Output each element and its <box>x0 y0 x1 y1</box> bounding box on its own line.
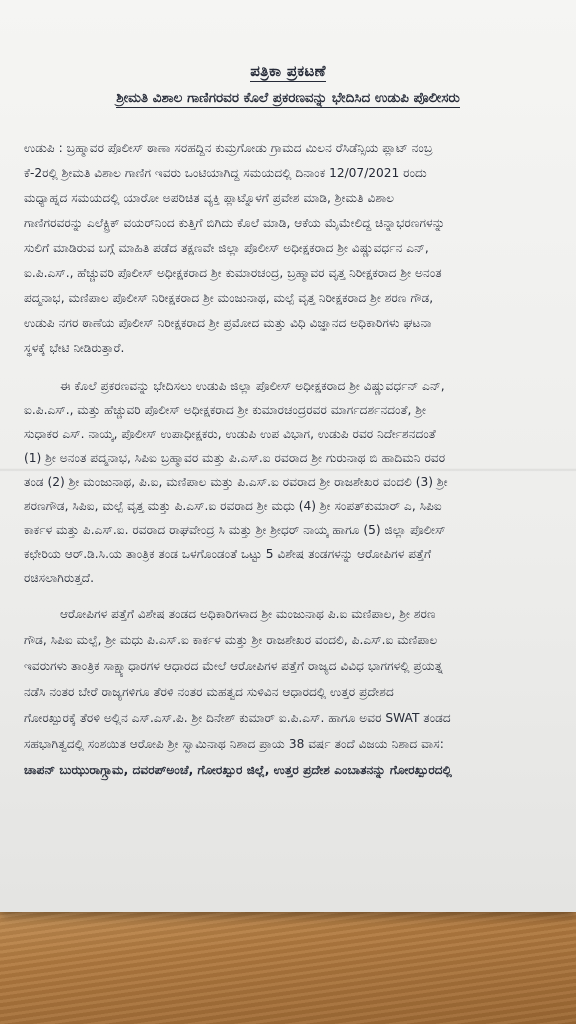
paragraph-3-line-1: ಆರೋಪಿಗಳ ಪತ್ತೆಗೆ ವಿಶೇಷ ತಂಡದ ಅಧಿಕಾರಿಗಳಾದ ಶ್ರೀ ಮಂಜುನಾಥ ಪಿ.ಐ ಮಣಿಪಾಲ, ಶ್ರೀ ಶರಣ <box>60 607 436 621</box>
paragraph-3-line-7: ಚಾಪನ್ ಬುಝುರಾಗ್ಗ್ರಾಮ, ದವರಪ್‌ಅಂಚೆ, ಗೋರಖ್ಪುರ ಜಿಲ್ಲೆ, ಉತ್ತರ ಪ್ರದೇಶ ಎಂಬಾತನನ್ನು ಗೋರಖ್ಪುರದಲ್ಲಿ <box>24 763 452 777</box>
paragraph-3-line-6: ಸಹಭಾಗಿತ್ವದಲ್ಲಿ ಸಂಶಯಿತ ಆರೋಪಿ ಶ್ರೀ ಸ್ವಾಮಿನಾಥ ನಿಶಾದ ಪ್ರಾಯ 38 ವರ್ಷ ತಂದೆ ವಿಜಯ ನಿಶಾದ ವಾಸ: <box>24 737 444 751</box>
paragraph-1-line-9: ಸ್ಥಳಕ್ಕೆ ಭೇಟಿ ನೀಡಿರುತ್ತಾರೆ. <box>24 341 125 355</box>
document-subtitle <box>0 90 576 106</box>
paragraph-1-line-7: ಪದ್ಮನಾಭ, ಮಣಿಪಾಲ ಪೊಲೀಸ್ ನಿರೀಕ್ಷಕರಾದ ಶ್ರೀ ಮಂಜುನಾಥ, ಮಲ್ಪೆ ವೃತ್ತ ನಿರೀಕ್ಷಕರಾದ ಶ್ರೀ ಶರಣ ಗೌಡ, <box>24 291 434 305</box>
paper-fold-crease <box>0 468 576 472</box>
paragraph-2-line-5: ತಂಡ (2) ಶ್ರೀ ಮಂಜುನಾಥ, ಪಿ.ಐ, ಮಣಿಪಾಲ ಮತ್ತು ಪಿ.ಎಸ್.ಐ ರವರಾದ ಶ್ರೀ ರಾಜಶೇಖರ ವಂದಲಿ (3) ಶ್ರೀ <box>24 475 448 489</box>
paragraph-2-line-7: ಕಾರ್ಕಳ ಮತ್ತು ಪಿ.ಎಸ್.ಐ. ರವರಾದ ರಾಘವೇಂದ್ರ ಸಿ ಮತ್ತು ಶ್ರೀ ಶ್ರೀಧರ್ ನಾಯ್ಕ ಹಾಗೂ (5) ಜಿಲ್ಲಾ ಪೊಲೀಸ್ <box>24 523 446 537</box>
paragraph-2-line-6: ಶರಣಗೌಡ, ಸಿಪಿಐ, ಮಲ್ಪೆ ವೃತ್ತ ಮತ್ತು ಪಿ.ಎಸ್.ಐ ರವರಾದ ಶ್ರೀ ಮಧು (4) ಶ್ರೀ ಸಂಪತ್‌ಕುಮಾರ್ ಎ, ಸಿಪಿಐ <box>24 499 442 513</box>
paragraph-1-line-1: ಉಡುಪಿ : ಬ್ರಹ್ಮಾವರ ಪೊಲೀಸ್ ಠಾಣಾ ಸರಹದ್ದಿನ ಕುಮ್ರಗೋಡು ಗ್ರಾಮದ ಮಿಲನ ರೆಸಿಡೆನ್ಸಿಯ ಪ್ಲಾಟ್ ನಂಬ್ರ <box>24 141 433 155</box>
paragraph-1-line-8: ಉಡುಪಿ ನಗರ ಠಾಣೆಯ ಪೊಲೀಸ್ ನಿರೀಕ್ಷಕರಾದ ಶ್ರೀ ಪ್ರಮೋದ ಮತ್ತು ವಿಧಿ ವಿಜ್ಞಾನದ ಅಧಿಕಾರಿಗಳು ಘಟನಾ <box>24 316 432 330</box>
document-subtitle-text: ಶ್ರೀಮತಿ ವಿಶಾಲ ಗಾಣಿಗರವರ ಕೊಲೆ ಪ್ರಕರಣವನ್ನು ಭೇದಿಸಿದ ಉಡುಪಿ ಪೊಲೀಸರು <box>116 90 460 106</box>
paragraph-3-line-5: ಗೋರಖ್ಪುರಕ್ಕೆ ತೆರಳಿ ಅಲ್ಲಿನ ಎಸ್.ಎಸ್.ಪಿ. ಶ್ರೀ ದಿನೇಶ್ ಕುಮಾರ್ ಐ.ಪಿ.ಎಸ್. ಹಾಗೂ ಅವರ SWAT ತಂಡದ <box>24 711 451 725</box>
paragraph-2-line-9: ರಚಿಸಲಾಗಿರುತ್ತದೆ. <box>24 571 95 585</box>
paragraph-2-line-1: ಈ ಕೊಲೆ ಪ್ರಕರಣವನ್ನು ಭೇದಿಸಲು ಉಡುಪಿ ಜಿಲ್ಲಾ ಪೊಲೀಸ್ ಅಧೀಕ್ಷಕರಾದ ಶ್ರೀ ವಿಷ್ಣುವರ್ಧನ್ ಎನ್, <box>60 379 445 393</box>
paragraph-1-line-4: ಗಾಣಿಗರವರನ್ನು ಎಲೆಕ್ಟ್ರಿಕ್ ವಯರ್‌ನಿಂದ ಕುತ್ತಿಗೆ ಬಿಗಿದು ಕೊಲೆ ಮಾಡಿ, ಆಕೆಯ ಮೈಮೇಲಿದ್ದ ಚಿನ್ನಾಭರಣಗಳನ್ನು <box>24 216 446 230</box>
paragraph-3-line-2: ಗೌಡ, ಸಿಪಿಐ ಮಲ್ಪೆ, ಶ್ರೀ ಮಧು ಪಿ.ಎಸ್.ಐ ಕಾರ್ಕಳ ಮತ್ತು ಶ್ರೀ ರಾಜಶೇಖರ ವಂದಲಿ, ಪಿ.ಎಸ್.ಐ ಮಣಿಪಾಲ <box>24 633 438 647</box>
paragraph-2-line-8: ಕಛೇರಿಯ ಆರ್.ಡಿ.ಸಿ.ಯ ತಾಂತ್ರಿಕ ತಂಡ ಒಳಗೊಂಡಂತೆ ಒಟ್ಟು 5 ವಿಶೇಷ ತಂಡಗಳನ್ನು ಆರೋಪಿಗಳ ಪತ್ತೆಗೆ <box>24 547 432 561</box>
paragraph-2-line-4: (1) ಶ್ರೀ ಅನಂತ ಪದ್ಮನಾಭ, ಸಿಪಿಐ ಬ್ರಹ್ಮಾವರ ಮತ್ತು ಪಿ.ಎಸ್.ಐ ರವರಾದ ಶ್ರೀ ಗುರುನಾಥ ಬಿ ಹಾದಿಮನಿ ರವರ <box>24 451 446 465</box>
paragraph-1-line-5: ಸುಲಿಗೆ ಮಾಡಿರುವ ಬಗ್ಗೆ ಮಾಹಿತಿ ಪಡೆದ ತಕ್ಷಣವೇ ಜಿಲ್ಲಾ ಪೊಲೀಸ್ ಅಧೀಕ್ಷಕರಾದ ಶ್ರೀ ವಿಷ್ಣುವರ್ಧನ ಎನ್, <box>24 241 429 255</box>
paragraph-3-line-3: ಇವರುಗಳು ತಾಂತ್ರಿಕ ಸಾಕ್ಷ್ಯಾಧಾರಗಳ ಆಧಾರದ ಮೇಲೆ ಆರೋಪಿಗಳ ಪತ್ತೆಗೆ ರಾಜ್ಯದ ವಿವಿಧ ಭಾಗಗಳಲ್ಲಿ ಪ್ರಯತ್ನ <box>24 659 443 673</box>
paragraph-1-line-2: ಕೆ-2ರಲ್ಲಿ ಶ್ರೀಮತಿ ವಿಶಾಲ ಗಾಣಿಗ ಇವರು ಒಂಟಿಯಾಗಿದ್ದ ಸಮಯದಲ್ಲಿ ದಿನಾಂಕ 12/07/2021 ರಂದು <box>24 166 427 180</box>
paragraph-3-line-4: ನಡೆಸಿ ನಂತರ ಬೇರೆ ರಾಜ್ಯಗಳಿಗೂ ತೆರಳಿ ನಂತರ ಮಹತ್ವದ ಸುಳಿವಿನ ಆಧಾರದಲ್ಲಿ ಉತ್ತರ ಪ್ರದೇಶದ <box>24 685 394 699</box>
paragraph-2-line-3: ಸುಧಾಕರ ಎಸ್. ನಾಯ್ಕ, ಪೊಲೀಸ್ ಉಪಾಧೀಕ್ಷಕರು, ಉಡುಪಿ ಉಪ ವಿಭಾಗ, ಉಡುಪಿ ರವರ ನಿರ್ದೇಶನದಂತೆ <box>24 427 436 441</box>
paragraph-2-line-2: ಐ.ಪಿ.ಎಸ್., ಮತ್ತು ಹೆಚ್ಚುವರಿ ಪೊಲೀಸ್ ಅಧೀಕ್ಷಕರಾದ ಶ್ರೀ ಕುಮಾರಚಂದ್ರರವರ ಮಾರ್ಗದರ್ಶನದಂತೆ, ಶ್ರೀ <box>24 403 426 417</box>
paragraph-1-line-6: ಐ.ಪಿ.ಎಸ್., ಹೆಚ್ಚುವರಿ ಪೊಲೀಸ್ ಅಧೀಕ್ಷಕರಾದ ಶ್ರೀ ಕುಮಾರಚಂದ್ರ, ಬ್ರಹ್ಮಾವರ ವೃತ್ತ ನಿರೀಕ್ಷಕರಾದ ಶ್ರೀ ಅನಂತ <box>24 266 442 280</box>
document-title <box>0 62 576 80</box>
paragraph-1-line-3: ಮಧ್ಯಾಹ್ನದ ಸಮಯದಲ್ಲಿ ಯಾರೋ ಅಪರಿಚಿತ ವ್ಯಕ್ತಿ ಪ್ಲಾಟ್ನೊಳಗೆ ಪ್ರವೇಶ ಮಾಡಿ, ಶ್ರೀಮತಿ ವಿಶಾಲ <box>24 191 395 205</box>
document-title-text: ಪತ್ರಿಕಾ ಪ್ರಕಟಣೆ <box>250 62 326 80</box>
